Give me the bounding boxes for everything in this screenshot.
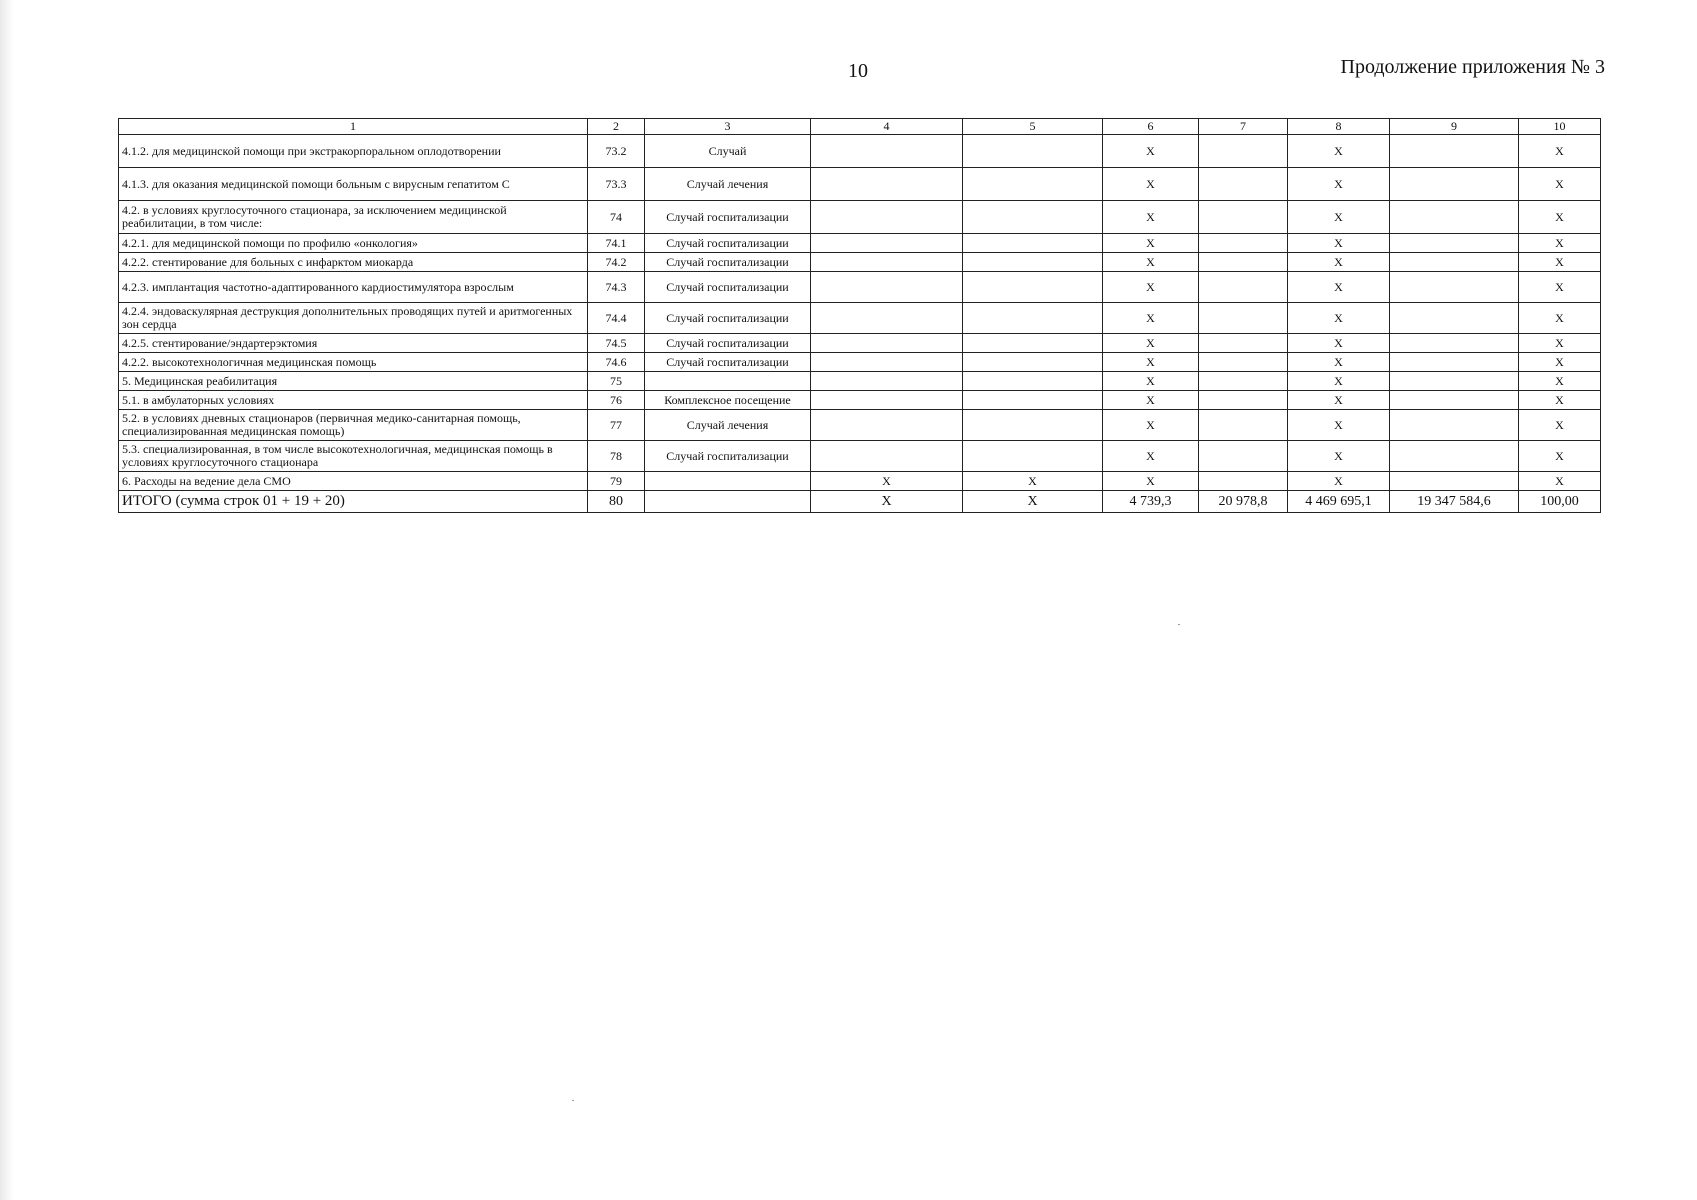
cell-col6: X xyxy=(1103,391,1199,410)
cell-col8: X xyxy=(1288,391,1390,410)
cell-col6: X xyxy=(1103,135,1199,168)
appendix-note: Продолжение приложения № 3 xyxy=(1340,56,1605,78)
row-name: ИТОГО (сумма строк 01 + 19 + 20) xyxy=(119,491,588,513)
cell-col7 xyxy=(1199,334,1288,353)
row-code: 75 xyxy=(588,372,645,391)
cell-col7: 20 978,8 xyxy=(1199,491,1288,513)
cell-col8: X xyxy=(1288,135,1390,168)
cell-col4 xyxy=(811,372,963,391)
cell-col5 xyxy=(963,168,1103,201)
table-row xyxy=(119,253,1601,272)
row-name: 5. Медицинская реабилитация xyxy=(119,372,588,391)
cell-col8: X xyxy=(1288,372,1390,391)
cell-col9 xyxy=(1390,234,1519,253)
cell-col5 xyxy=(963,391,1103,410)
cell-col10: X xyxy=(1519,201,1601,234)
row-unit: Случай госпитализации xyxy=(645,334,811,353)
cell-col6: X xyxy=(1103,303,1199,334)
row-unit: Случай госпитализации xyxy=(645,272,811,303)
cell-col5 xyxy=(963,410,1103,441)
row-code: 74.3 xyxy=(588,272,645,303)
row-code: 76 xyxy=(588,391,645,410)
column-number: 7 xyxy=(1199,119,1288,135)
cell-col7 xyxy=(1199,201,1288,234)
cell-col8: X xyxy=(1288,168,1390,201)
cell-col6: 4 739,3 xyxy=(1103,491,1199,513)
cell-col8: X xyxy=(1288,201,1390,234)
cell-col7 xyxy=(1199,272,1288,303)
row-code: 73.2 xyxy=(588,135,645,168)
column-number-row xyxy=(119,119,1601,135)
row-name: 4.2.1. для медицинской помощи по профилю «онкология» xyxy=(119,234,588,253)
cell-col6: X xyxy=(1103,234,1199,253)
cell-col5 xyxy=(963,135,1103,168)
cell-col6: X xyxy=(1103,472,1199,491)
row-name: 5.2. в условиях дневных стационаров (первичная медико-санитарная помощь, специализированная медицинская помощь) xyxy=(119,410,588,441)
cell-col7 xyxy=(1199,253,1288,272)
table-row xyxy=(119,410,1601,441)
cell-col6: X xyxy=(1103,441,1199,472)
scan-speck xyxy=(1178,624,1180,625)
table-row xyxy=(119,234,1601,253)
cell-col9 xyxy=(1390,441,1519,472)
cell-col4 xyxy=(811,272,963,303)
row-unit: Случай госпитализации xyxy=(645,234,811,253)
cell-col7 xyxy=(1199,168,1288,201)
row-name: 4.2.2. высокотехнологичная медицинская помощь xyxy=(119,353,588,372)
cell-col6: X xyxy=(1103,168,1199,201)
cell-col7 xyxy=(1199,372,1288,391)
column-number: 1 xyxy=(119,119,588,135)
row-unit: Случай госпитализации xyxy=(645,201,811,234)
column-number: 2 xyxy=(588,119,645,135)
table-row xyxy=(119,201,1601,234)
row-unit: Случай госпитализации xyxy=(645,353,811,372)
cell-col4 xyxy=(811,303,963,334)
table-row xyxy=(119,135,1601,168)
table-row xyxy=(119,472,1601,491)
cell-col10: X xyxy=(1519,441,1601,472)
cell-col6: X xyxy=(1103,253,1199,272)
cell-col7 xyxy=(1199,135,1288,168)
row-name: 6. Расходы на ведение дела СМО xyxy=(119,472,588,491)
cell-col10: X xyxy=(1519,135,1601,168)
column-number: 3 xyxy=(645,119,811,135)
cell-col4 xyxy=(811,234,963,253)
cell-col8: X xyxy=(1288,272,1390,303)
cell-col10: X xyxy=(1519,303,1601,334)
cell-col6: X xyxy=(1103,201,1199,234)
row-unit: Комплексное посещение xyxy=(645,391,811,410)
cell-col10: X xyxy=(1519,391,1601,410)
row-name: 5.1. в амбулаторных условиях xyxy=(119,391,588,410)
row-code: 74.1 xyxy=(588,234,645,253)
cell-col9 xyxy=(1390,253,1519,272)
cell-col9 xyxy=(1390,472,1519,491)
cell-col5 xyxy=(963,234,1103,253)
cell-col9 xyxy=(1390,135,1519,168)
cell-col10: X xyxy=(1519,410,1601,441)
table-row xyxy=(119,441,1601,472)
cell-col10: X xyxy=(1519,372,1601,391)
row-code: 79 xyxy=(588,472,645,491)
row-code: 74.5 xyxy=(588,334,645,353)
row-name: 4.1.2. для медицинской помощи при экстракорпоральном оплодотворении xyxy=(119,135,588,168)
row-name: 4.2.4. эндоваскулярная деструкция дополнительных проводящих путей и аритмогенных зон сердца xyxy=(119,303,588,334)
cell-col8: X xyxy=(1288,253,1390,272)
cell-col4: X xyxy=(811,491,963,513)
column-number: 6 xyxy=(1103,119,1199,135)
table-row xyxy=(119,303,1601,334)
page-number: 10 xyxy=(848,60,868,82)
cell-col5 xyxy=(963,303,1103,334)
cell-col9 xyxy=(1390,353,1519,372)
cell-col4 xyxy=(811,334,963,353)
cell-col10: X xyxy=(1519,253,1601,272)
scan-speck xyxy=(572,1100,574,1101)
cell-col9 xyxy=(1390,334,1519,353)
cell-col9 xyxy=(1390,201,1519,234)
row-name: 4.2. в условиях круглосуточного стационара, за исключением медицинской реабилитации, в том числе: xyxy=(119,201,588,234)
cell-col8: X xyxy=(1288,441,1390,472)
cell-col8: 4 469 695,1 xyxy=(1288,491,1390,513)
cell-col7 xyxy=(1199,391,1288,410)
row-code: 77 xyxy=(588,410,645,441)
cell-col6: X xyxy=(1103,272,1199,303)
column-number: 8 xyxy=(1288,119,1390,135)
cell-col5 xyxy=(963,334,1103,353)
cell-col9 xyxy=(1390,303,1519,334)
cell-col6: X xyxy=(1103,410,1199,441)
cell-col5 xyxy=(963,253,1103,272)
cell-col4 xyxy=(811,353,963,372)
row-code: 73.3 xyxy=(588,168,645,201)
row-unit: Случай госпитализации xyxy=(645,441,811,472)
table-row xyxy=(119,168,1601,201)
cell-col4 xyxy=(811,201,963,234)
column-number: 10 xyxy=(1519,119,1601,135)
row-code: 74 xyxy=(588,201,645,234)
cell-col9 xyxy=(1390,410,1519,441)
cell-col10: X xyxy=(1519,272,1601,303)
data-table xyxy=(118,118,1601,513)
cell-col9 xyxy=(1390,372,1519,391)
cell-col10: 100,00 xyxy=(1519,491,1601,513)
table-row xyxy=(119,272,1601,303)
row-unit xyxy=(645,372,811,391)
row-unit: Случай госпитализации xyxy=(645,303,811,334)
cell-col8: X xyxy=(1288,472,1390,491)
cell-col4 xyxy=(811,168,963,201)
cell-col5 xyxy=(963,201,1103,234)
column-number: 5 xyxy=(963,119,1103,135)
row-code: 78 xyxy=(588,441,645,472)
cell-col10: X xyxy=(1519,334,1601,353)
row-name: 4.1.3. для оказания медицинской помощи больным с вирусным гепатитом С xyxy=(119,168,588,201)
cell-col10: X xyxy=(1519,234,1601,253)
row-unit xyxy=(645,491,811,513)
cell-col9 xyxy=(1390,272,1519,303)
cell-col8: X xyxy=(1288,303,1390,334)
cell-col7 xyxy=(1199,234,1288,253)
cell-col6: X xyxy=(1103,353,1199,372)
cell-col10: X xyxy=(1519,472,1601,491)
cell-col4 xyxy=(811,391,963,410)
cell-col4 xyxy=(811,253,963,272)
cell-col8: X xyxy=(1288,334,1390,353)
cell-col5 xyxy=(963,272,1103,303)
row-name: 4.2.3. имплантация частотно-адаптированного кардиостимулятора взрослым xyxy=(119,272,588,303)
row-unit: Случай xyxy=(645,135,811,168)
table-row xyxy=(119,334,1601,353)
cell-col7 xyxy=(1199,410,1288,441)
column-number: 9 xyxy=(1390,119,1519,135)
cell-col4 xyxy=(811,441,963,472)
row-code: 74.6 xyxy=(588,353,645,372)
cell-col8: X xyxy=(1288,234,1390,253)
cell-col5 xyxy=(963,441,1103,472)
row-unit: Случай лечения xyxy=(645,410,811,441)
table-row xyxy=(119,391,1601,410)
cell-col6: X xyxy=(1103,372,1199,391)
row-name: 4.2.5. стентирование/эндартерэктомия xyxy=(119,334,588,353)
cell-col7 xyxy=(1199,441,1288,472)
cell-col5 xyxy=(963,353,1103,372)
row-name: 4.2.2. стентирование для больных с инфарктом миокарда xyxy=(119,253,588,272)
cell-col6: X xyxy=(1103,334,1199,353)
column-number: 4 xyxy=(811,119,963,135)
row-unit: Случай лечения xyxy=(645,168,811,201)
cell-col9 xyxy=(1390,391,1519,410)
cell-col5 xyxy=(963,372,1103,391)
table-row xyxy=(119,372,1601,391)
row-unit: Случай госпитализации xyxy=(645,253,811,272)
cell-col7 xyxy=(1199,353,1288,372)
row-code: 74.4 xyxy=(588,303,645,334)
scan-edge xyxy=(0,0,14,1200)
cell-col9: 19 347 584,6 xyxy=(1390,491,1519,513)
cell-col9 xyxy=(1390,168,1519,201)
cell-col4: X xyxy=(811,472,963,491)
cell-col8: X xyxy=(1288,353,1390,372)
cell-col7 xyxy=(1199,472,1288,491)
cell-col8: X xyxy=(1288,410,1390,441)
cell-col4 xyxy=(811,135,963,168)
cell-col5: X xyxy=(963,491,1103,513)
table-row xyxy=(119,353,1601,372)
cell-col5: X xyxy=(963,472,1103,491)
cell-col10: X xyxy=(1519,353,1601,372)
row-code: 80 xyxy=(588,491,645,513)
cell-col10: X xyxy=(1519,168,1601,201)
cell-col4 xyxy=(811,410,963,441)
total-row xyxy=(119,491,1601,513)
row-name: 5.3. специализированная, в том числе высокотехнологичная, медицинская помощь в условиях круглосуточного стационара xyxy=(119,441,588,472)
row-code: 74.2 xyxy=(588,253,645,272)
row-unit xyxy=(645,472,811,491)
cell-col7 xyxy=(1199,303,1288,334)
